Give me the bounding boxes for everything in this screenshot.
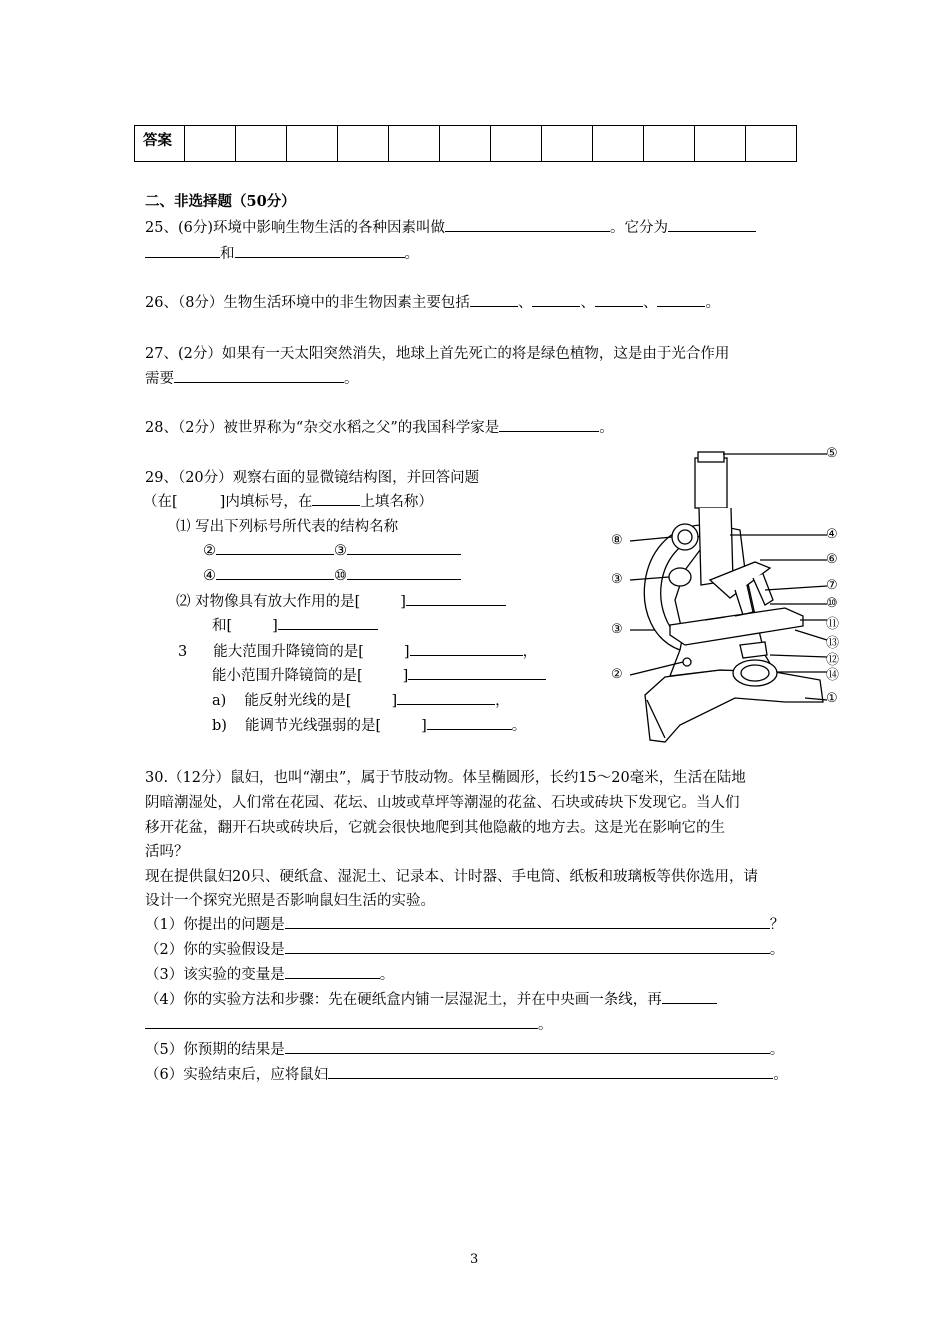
answer-cell[interactable] (746, 126, 797, 162)
question-29-part2-b: 和[ ] (212, 614, 378, 635)
blank[interactable] (216, 540, 334, 555)
answer-cell[interactable] (593, 126, 644, 162)
question-27-line1: 27、(2分）如果有一天太阳突然消失，地球上首先死亡的将是绿色植物，这是由于光合作用 (145, 346, 730, 362)
blank[interactable] (410, 641, 523, 656)
diagram-label-5: ⑤ (826, 446, 838, 461)
question-30-line3: 移开花盆，翻开石块或砖块后，它就会很快地爬到其他隐蔽的地方去。这是光在影响它的生 (145, 820, 725, 836)
diagram-label-3a: ③ (611, 572, 623, 587)
question-28: 28、（2分）被世界称为“杂交水稻之父”的我国科学家是 。 (145, 416, 614, 437)
blank[interactable] (145, 243, 220, 258)
question-30-line4: 活吗？ (145, 844, 189, 860)
question-26: 26、（8分）生物生活环境中的非生物因素主要包括 、 、 、 。 (145, 291, 720, 312)
blank[interactable] (408, 665, 546, 680)
answer-cell[interactable] (695, 126, 746, 162)
blank[interactable] (174, 368, 344, 383)
answer-cell[interactable] (185, 126, 236, 162)
blank[interactable] (532, 292, 580, 307)
answer-cell[interactable] (542, 126, 593, 162)
question-30-line2: 阴暗潮湿处，人们常在花园、花坛、山坡或草坪等潮湿的花盆、石块或砖块下发现它。当人们 (145, 795, 740, 811)
question-30-line1: 30.（12分）鼠妇，也叫“潮虫”，属于节肢动物。体呈椭圆形，长约15～20毫米，生活在陆地 (145, 770, 746, 786)
answer-cell[interactable] (287, 126, 338, 162)
blank[interactable] (595, 292, 643, 307)
blank[interactable] (235, 243, 405, 258)
question-30-step2: （2）你的实验假设是 。 (145, 938, 784, 959)
diagram-label-3b: ③ (611, 622, 623, 637)
answer-cell[interactable] (389, 126, 440, 162)
blank[interactable] (445, 217, 610, 232)
diagram-label-8: ⑧ (611, 533, 623, 548)
blank[interactable] (662, 989, 717, 1004)
answer-cell[interactable] (440, 126, 491, 162)
question-30-step3: （3）该实验的变量是 。 (145, 963, 394, 984)
answer-table (134, 125, 797, 162)
question-29-part1: ⑴ 写出下列标号所代表的结构名称 (176, 519, 399, 535)
blank[interactable] (347, 540, 461, 555)
question-29-part3-b: 能小范围升降镜筒的是[ ] (212, 664, 546, 685)
question-29-part2: ⑵ 对物像具有放大作用的是[ ] (176, 590, 506, 611)
question-29-part-a: a) 能反射光线的是[ ] ， (212, 689, 510, 710)
diagram-label-10: ⑩ (826, 596, 838, 611)
diagram-label-12: ⑫ (826, 653, 840, 668)
question-29-part1-row2: ④ ⑩ (203, 565, 461, 584)
answer-cell[interactable] (236, 126, 287, 162)
blank[interactable] (145, 1014, 538, 1029)
blank[interactable] (470, 292, 518, 307)
blank[interactable] (285, 939, 770, 954)
answer-cell[interactable] (644, 126, 695, 162)
blank[interactable] (657, 292, 705, 307)
page-number: 3 (470, 1252, 479, 1267)
question-29-part3: 3 能大范围升降镜筒的是[ ] ， (178, 640, 537, 661)
question-30-step4-cont: 。 (145, 1013, 553, 1034)
blank[interactable] (499, 417, 599, 432)
answer-cell[interactable] (338, 126, 389, 162)
diagram-label-7: ⑦ (826, 578, 838, 593)
question-30-step6: （6）实验结束后，应将鼠妇 。 (145, 1063, 788, 1084)
diagram-label-14: ⑭ (826, 668, 840, 683)
question-29-part1-row1: ② ③ (203, 540, 461, 559)
question-25-line1: 25、(6分)环境中影响生物生活的各种因素叫做 。它分为 (145, 216, 756, 237)
diagram-label-4: ④ (826, 527, 838, 542)
question-27-line2: 需要 。 (145, 367, 359, 388)
section-title: 二、非选择题（50分） (145, 193, 296, 210)
diagram-label-1: ① (826, 691, 838, 706)
blank[interactable] (406, 591, 506, 606)
blank[interactable] (427, 715, 512, 730)
blank[interactable] (668, 217, 756, 232)
blank[interactable] (397, 690, 495, 705)
blank[interactable] (312, 491, 360, 506)
diagram-label-11: ⑪ (826, 617, 840, 632)
question-30-line6: 设计一个探究光照是否影响鼠妇生活的实验。 (145, 893, 435, 909)
blank[interactable] (285, 914, 770, 929)
diagram-label-6: ⑥ (826, 552, 838, 567)
blank[interactable] (328, 1064, 773, 1079)
blank[interactable] (216, 565, 334, 580)
question-30-line5: 现在提供鼠妇20只、硬纸盒、湿泥土、记录本、计时器、手电筒、纸板和玻璃板等供你选用，请 (145, 869, 758, 885)
blank[interactable] (285, 1039, 770, 1054)
diagram-label-2: ② (611, 667, 623, 682)
question-30-step1: （1）你提出的问题是 ？ (145, 913, 784, 934)
question-29-title: 29、（20分）观察右面的显微镜结构图，并回答问题 (145, 470, 480, 486)
question-30-step4: （4）你的实验方法和步骤：先在硬纸盒内铺一层湿泥土，并在中央画一条线，再 (145, 988, 717, 1009)
blank[interactable] (285, 964, 380, 979)
blank[interactable] (278, 615, 378, 630)
diagram-label-13: ⑬ (826, 636, 840, 651)
question-29-part-b: b) 能调节光线强弱的是[ ] 。 (212, 714, 526, 735)
question-25-line2: 和 。 (145, 242, 419, 263)
answer-label: 答案 (135, 126, 185, 162)
question-29-instructions: （在[ ]内填标号，在 上填名称） (143, 490, 433, 511)
answer-cell[interactable] (491, 126, 542, 162)
blank[interactable] (347, 565, 461, 580)
question-30-step5: （5）你预期的结果是 。 (145, 1038, 784, 1059)
microscope-diagram (605, 440, 850, 752)
